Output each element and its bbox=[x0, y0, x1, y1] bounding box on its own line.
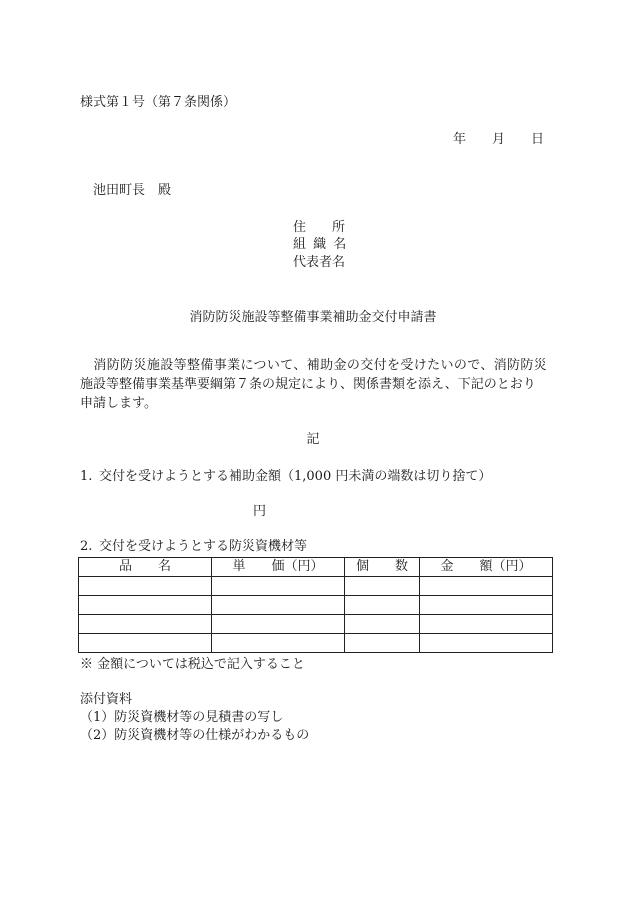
table-row bbox=[79, 615, 553, 634]
cell-quantity bbox=[345, 634, 420, 653]
table-header-row bbox=[79, 558, 553, 577]
cell-amount bbox=[420, 577, 553, 596]
body-line: 消防防災施設等整備事業について、補助金の交付を受けたいので、消防防災 bbox=[80, 358, 548, 373]
applicant-representative-label: 代表者名 bbox=[293, 255, 346, 270]
section1-text: 交付を受けようとする補助金額（1,000 円未満の端数は切り捨て） bbox=[99, 469, 492, 484]
cell-item-name bbox=[79, 596, 212, 615]
date-line: 年 月 日 bbox=[453, 132, 545, 147]
attachment-item: （1）防災資機材等の見積書の写し bbox=[80, 710, 284, 725]
section1-number: 1. bbox=[80, 469, 93, 484]
table-row bbox=[79, 596, 553, 615]
cell-amount bbox=[420, 596, 553, 615]
cell-item-name bbox=[79, 634, 212, 653]
cell-unit-price bbox=[212, 596, 345, 615]
section2-text: 交付を受けようとする防災資機材等 bbox=[99, 539, 308, 554]
table-row bbox=[79, 577, 553, 596]
cell-unit-price bbox=[212, 634, 345, 653]
body-line: 施設等整備事業基準要綱第７条の規定により、関係書類を添え、下記のとおり bbox=[80, 377, 536, 392]
cell-amount bbox=[420, 615, 553, 634]
cell-unit-price bbox=[212, 577, 345, 596]
cell-unit-price bbox=[212, 615, 345, 634]
form-number: 様式第１号（第７条関係） bbox=[80, 95, 237, 110]
table-row bbox=[79, 634, 553, 653]
header-quantity: 個 数 bbox=[345, 558, 420, 577]
body-line: 申請します。 bbox=[80, 396, 157, 411]
section1-amount-unit: 円 bbox=[253, 504, 267, 519]
applicant-organization-label: 組 織 名 bbox=[293, 237, 348, 252]
header-amount: 金 額（円） bbox=[420, 558, 553, 577]
cell-item-name bbox=[79, 615, 212, 634]
cell-quantity bbox=[345, 596, 420, 615]
ki-marker: 記 bbox=[306, 432, 320, 447]
section2-number: 2. bbox=[80, 539, 93, 554]
attachments-heading: 添付資料 bbox=[80, 692, 133, 707]
equipment-table bbox=[78, 557, 553, 653]
cell-amount bbox=[420, 634, 553, 653]
header-item-name: 品 名 bbox=[79, 558, 212, 577]
attachment-item: （2）防災資機材等の仕様がわかるもの bbox=[80, 728, 310, 743]
cell-item-name bbox=[79, 577, 212, 596]
tax-note: ※ 金額については税込で記入すること bbox=[80, 657, 305, 672]
header-unit-price: 単 価（円） bbox=[212, 558, 345, 577]
cell-quantity bbox=[345, 577, 420, 596]
cell-quantity bbox=[345, 615, 420, 634]
applicant-address-label: 住 所 bbox=[293, 220, 346, 235]
addressee: 池田町長 殿 bbox=[93, 183, 172, 198]
document-title: 消防防災施設等整備事業補助金交付申請書 bbox=[189, 310, 437, 325]
